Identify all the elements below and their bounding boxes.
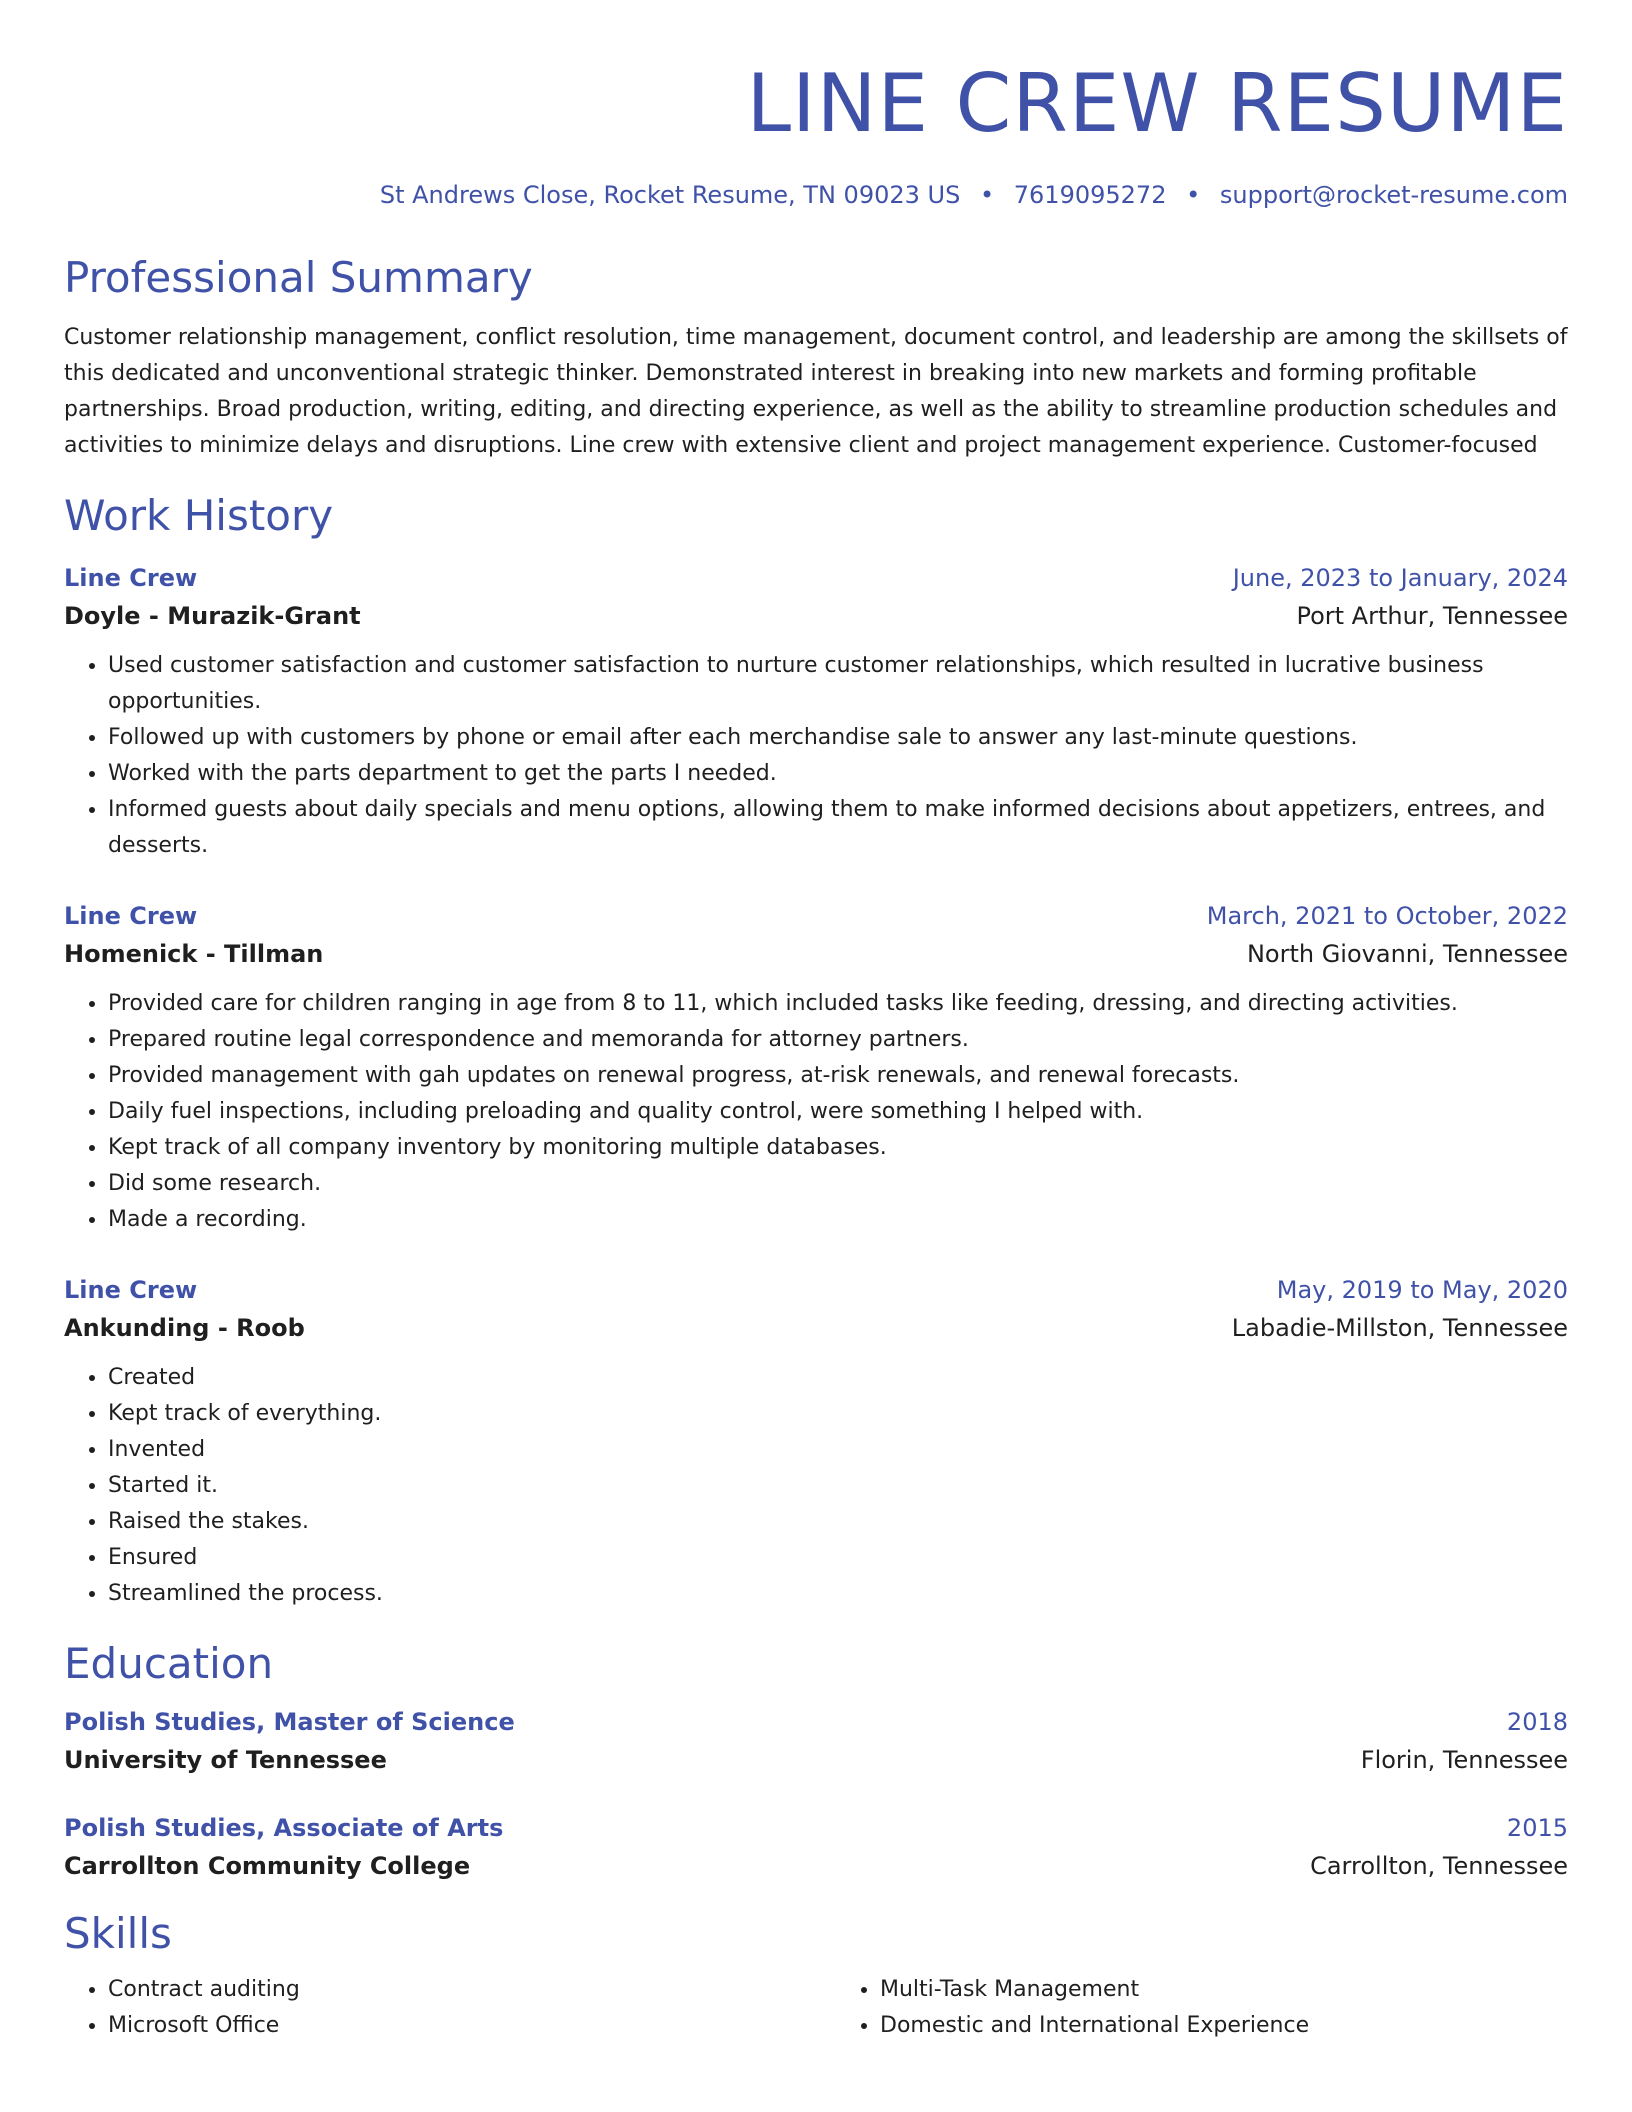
contact-phone: 7619095272	[1013, 181, 1167, 209]
job-entry	[64, 898, 1568, 1238]
skills-list	[64, 1972, 1568, 2044]
job-role: Line Crew	[64, 564, 198, 592]
job-bullets	[64, 986, 1568, 1238]
job-bullets	[64, 1360, 1568, 1612]
job-bullet: • Daily fuel inspections, including preloading and quality control, were something I helped with.	[108, 1094, 1568, 1130]
job-bullet: • Created	[108, 1360, 1568, 1396]
job-bullet: • Prepared routine legal correspondence and memoranda for attorney partners.	[108, 1022, 1568, 1058]
job-bullets	[64, 648, 1568, 864]
education-degree: Polish Studies, Master of Science	[64, 1708, 515, 1736]
job-dates: May, 2019 to May, 2020	[1276, 1276, 1568, 1304]
summary-heading: Professional Summary	[64, 253, 533, 302]
job-dates: June, 2023 to January, 2024	[1232, 564, 1568, 592]
job-bullet: • Raised the stakes.	[108, 1504, 1568, 1540]
skill-item: • Contract auditing	[108, 1972, 796, 2008]
job-bullet: • Kept track of everything.	[108, 1396, 1568, 1432]
education-entry	[64, 1704, 1568, 1780]
job-role: Line Crew	[64, 902, 198, 930]
job-entry	[64, 560, 1568, 864]
job-bullet: • Made a recording.	[108, 1202, 1568, 1238]
contact-address: St Andrews Close, Rocket Resume, TN 09023 US	[379, 181, 961, 209]
education-location: Carrollton, Tennessee	[1310, 1852, 1568, 1880]
job-bullet: • Kept track of all company inventory by monitoring multiple databases.	[108, 1130, 1568, 1166]
job-location: North Giovanni, Tennessee	[1246, 940, 1568, 968]
job-company: Doyle - Murazik-Grant	[64, 602, 361, 630]
job-company: Homenick - Tillman	[64, 940, 324, 968]
job-bullet: • Worked with the parts department to get the parts I needed.	[108, 756, 1568, 792]
job-location: Labadie-Millston, Tennessee	[1231, 1314, 1568, 1342]
education-school: University of Tennessee	[64, 1746, 387, 1774]
resume-page	[64, 0, 1568, 2044]
job-bullet: • Provided management with gah updates on renewal progress, at-risk renewals, and renewal forecasts.	[108, 1058, 1568, 1094]
job-bullet: • Did some research.	[108, 1166, 1568, 1202]
contact-separator: •	[979, 181, 995, 209]
skills-heading: Skills	[64, 1909, 172, 1958]
job-bullet: • Ensured	[108, 1540, 1568, 1576]
resume-title: LINE CREW RESUME	[746, 57, 1568, 150]
contact-line	[64, 178, 1568, 212]
job-dates: March, 2021 to October, 2022	[1206, 902, 1568, 930]
education-location: Florin, Tennessee	[1360, 1746, 1568, 1774]
job-bullet: • Started it.	[108, 1468, 1568, 1504]
education-degree: Polish Studies, Associate of Arts	[64, 1814, 504, 1842]
job-bullet: • Followed up with customers by phone or email after each merchandise sale to answer any last-minute questions.	[108, 720, 1568, 756]
work-history-heading: Work History	[64, 491, 334, 540]
job-bullet: • Invented	[108, 1432, 1568, 1468]
contact-email: support@rocket-resume.com	[1219, 181, 1568, 209]
job-bullet: • Provided care for children ranging in age from 8 to 11, which included tasks like feeding, dressing, and directing activities.	[108, 986, 1568, 1022]
skills-column-left	[64, 1972, 796, 2044]
skill-item: • Microsoft Office	[108, 2008, 796, 2044]
education-year: 2018	[1506, 1708, 1568, 1736]
job-entry	[64, 1272, 1568, 1612]
education-year: 2015	[1506, 1814, 1568, 1842]
summary-text: Customer relationship management, conflict resolution, time management, document control, and leadership are among the skillsets of this dedicated and unconventional strategic thinker. Demonstrated interest in breaking into new markets and forming profitable partnerships. Broad production, writing, editing, and directing experience, as well as the ability to streamline production schedules and activities to minimize delays and disruptions. Line crew with extensive client and project management experience. Customer-focused	[64, 325, 1568, 458]
education-heading: Education	[64, 1639, 274, 1688]
job-company: Ankunding - Roob	[64, 1314, 305, 1342]
education-school: Carrollton Community College	[64, 1852, 471, 1880]
job-role: Line Crew	[64, 1276, 198, 1304]
job-bullet: • Informed guests about daily specials and menu options, allowing them to make informed decisions about appetizers, entrees, and desserts.	[108, 792, 1568, 864]
contact-separator: •	[1186, 181, 1201, 209]
skills-column-right	[836, 1972, 1568, 2044]
job-bullet: • Used customer satisfaction and customer satisfaction to nurture customer relationships, which resulted in lucrative business opportunities.	[108, 648, 1568, 720]
education-entry	[64, 1810, 1568, 1886]
job-location: Port Arthur, Tennessee	[1296, 602, 1568, 630]
skill-item: • Domestic and International Experience	[880, 2008, 1568, 2044]
job-bullet: • Streamlined the process.	[108, 1576, 1568, 1612]
skill-item: • Multi-Task Management	[880, 1972, 1568, 2008]
